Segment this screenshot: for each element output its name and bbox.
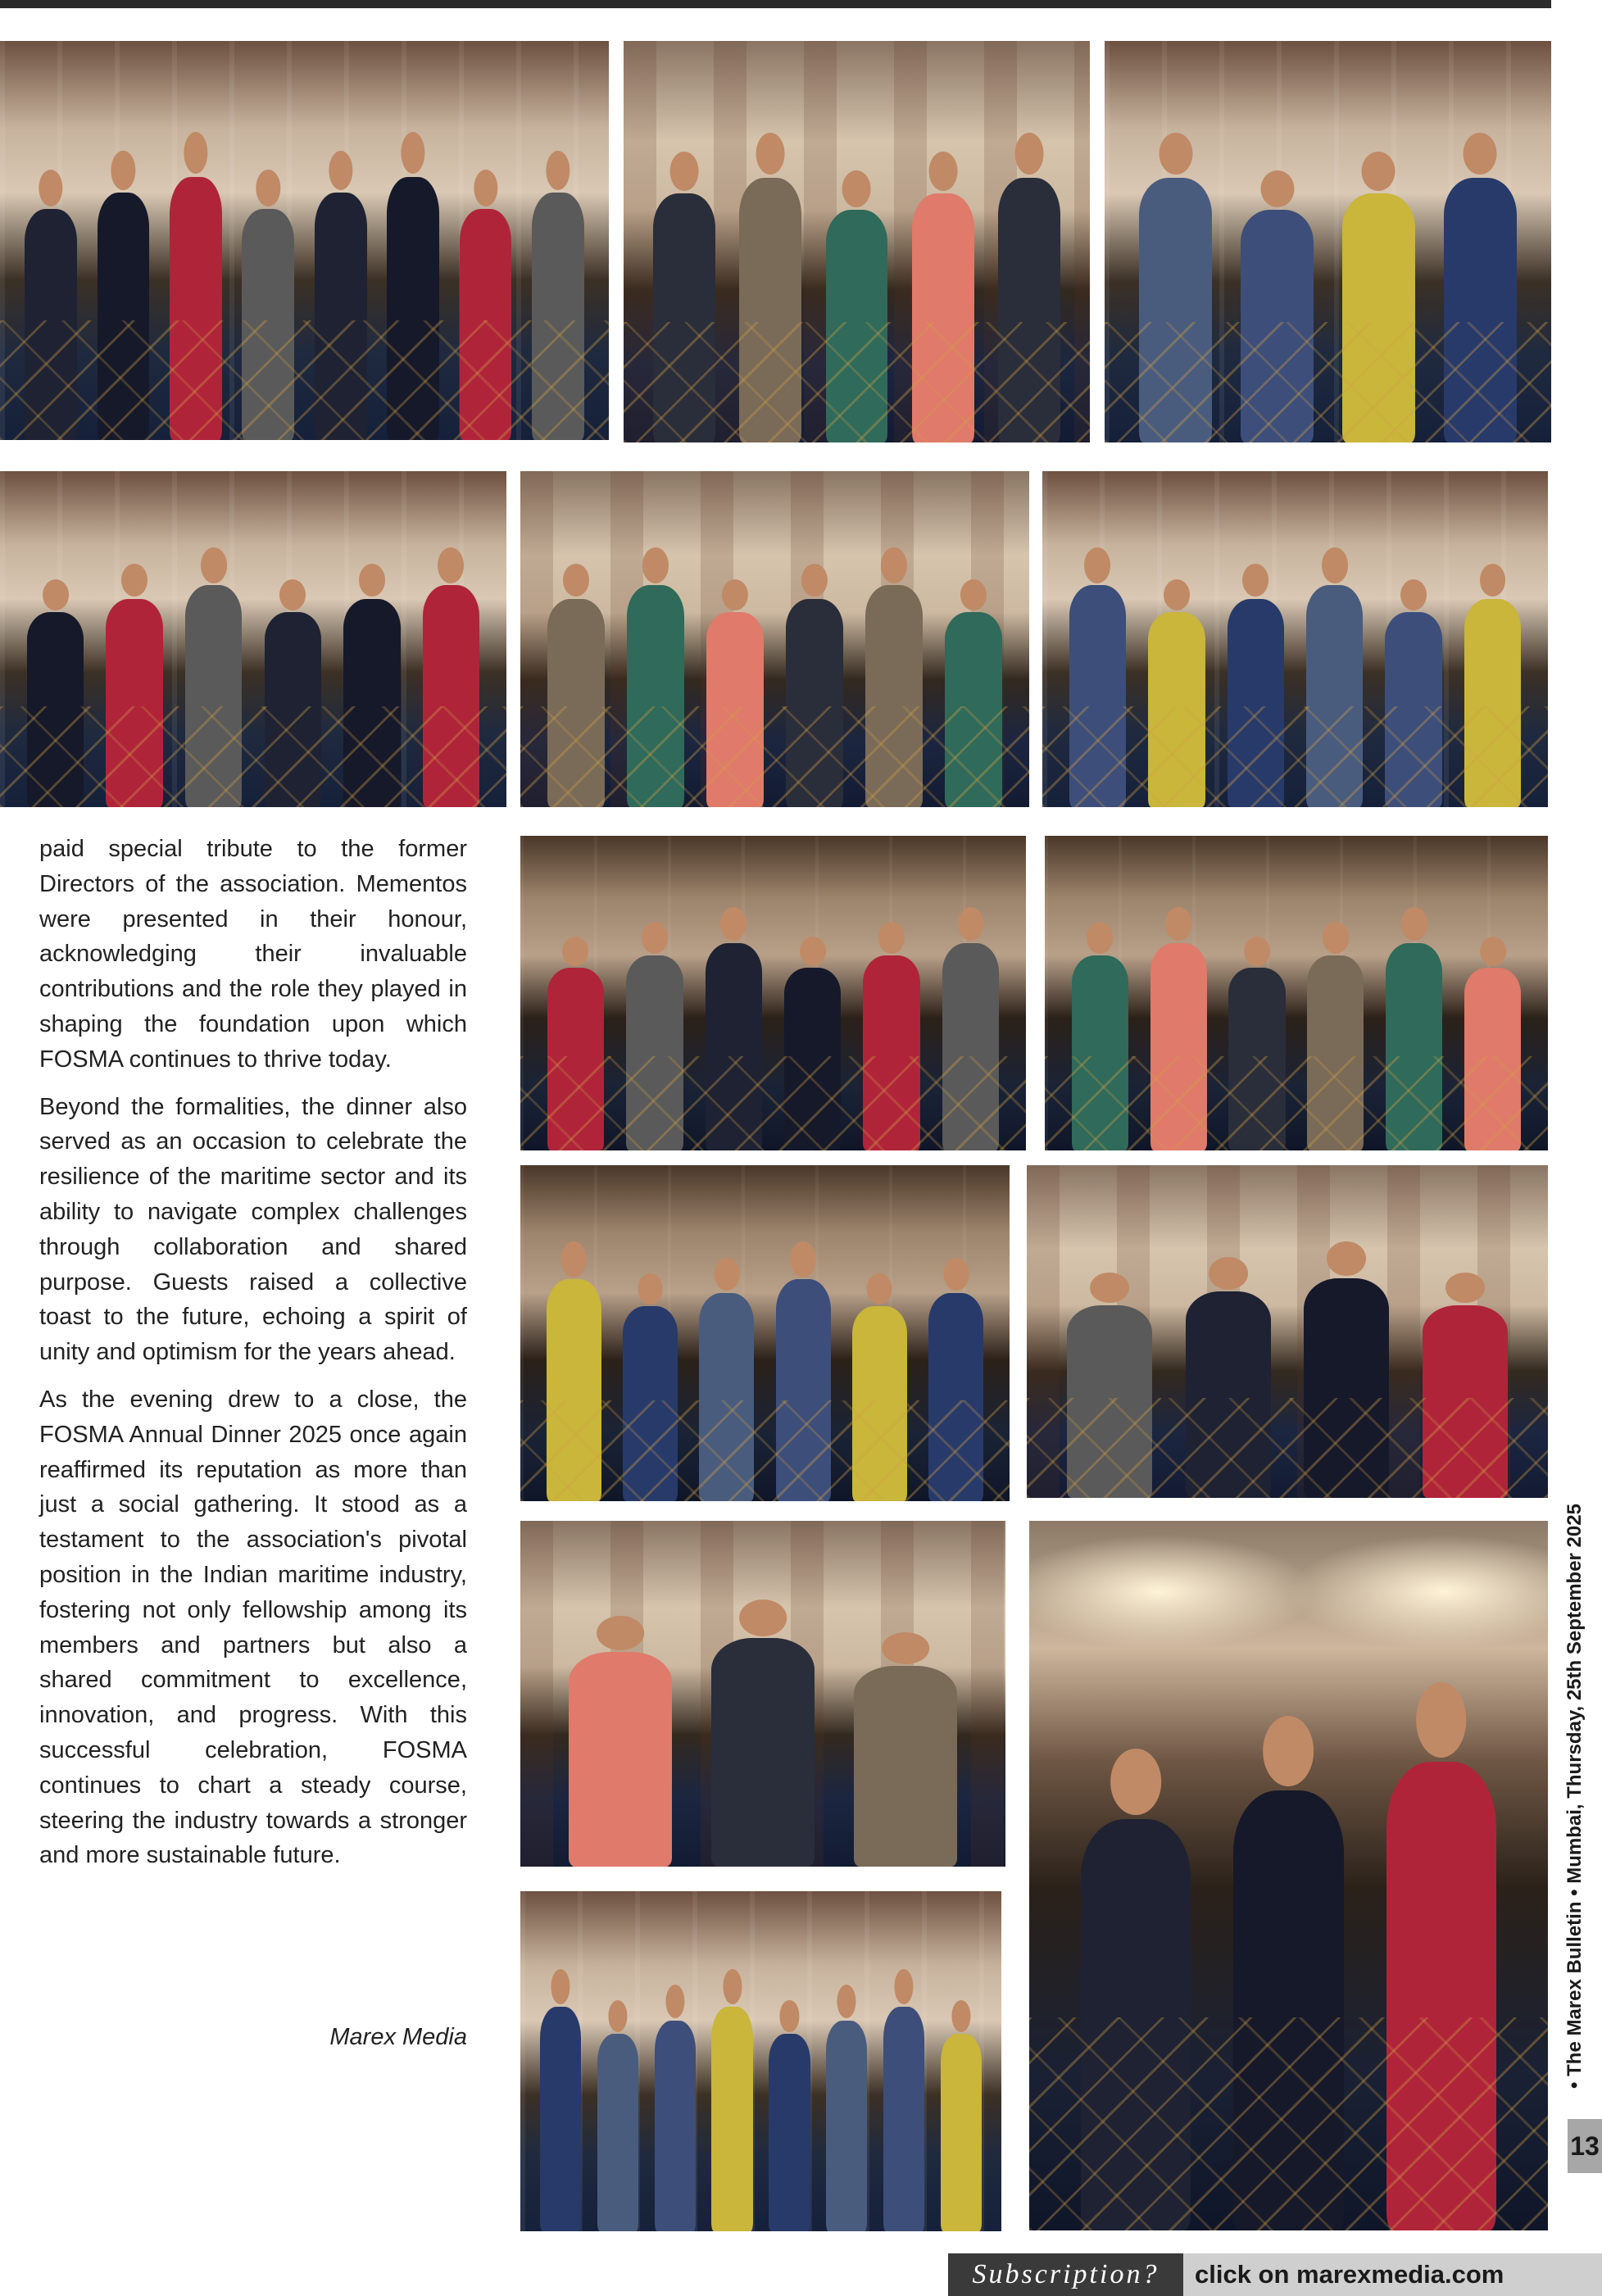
- event-photo-group-4: [0, 471, 506, 807]
- guest-figure: [265, 612, 322, 807]
- guest-figure: [185, 585, 243, 807]
- photo-guests: [1027, 1259, 1548, 1498]
- guest-figure: [106, 599, 163, 807]
- guest-figure: [569, 1652, 671, 1867]
- article-body: [39, 832, 467, 1885]
- event-photo-group-7: [520, 836, 1026, 1150]
- guest-figure: [343, 599, 401, 807]
- guest-figure: [170, 177, 222, 440]
- guest-figure: [1067, 1305, 1152, 1498]
- guest-figure: [98, 193, 150, 440]
- guest-figure: [1069, 585, 1126, 807]
- photo-guests: [520, 1618, 1005, 1867]
- event-photo-group-13: [1029, 1521, 1548, 2230]
- guest-figure: [1386, 943, 1442, 1150]
- guest-figure: [1464, 599, 1521, 807]
- guest-figure: [315, 193, 367, 440]
- guest-figure: [1139, 178, 1212, 442]
- guest-figure: [865, 585, 923, 807]
- guest-figure: [1307, 955, 1364, 1150]
- guest-figure: [912, 193, 974, 442]
- guest-figure: [532, 193, 584, 440]
- photo-guests: [1045, 924, 1548, 1150]
- article-paragraph: paid special tribute to the former Directors of the association. Mementos were presented in their honour, acknowledging their invaluable contributions and the role they played in shaping the foundation upon which FOSMA continues to thrive today.: [39, 836, 467, 1073]
- guest-figure: [699, 1293, 754, 1501]
- guest-figure: [1385, 612, 1441, 807]
- guest-figure: [1304, 1278, 1389, 1498]
- photo-guests: [520, 924, 1026, 1150]
- guest-figure: [852, 1306, 907, 1501]
- subscription-label: Subscription?: [948, 2253, 1183, 2296]
- guest-figure: [786, 599, 843, 807]
- guest-figure: [627, 585, 684, 807]
- photo-guests: [1105, 153, 1551, 442]
- event-photo-group-3: [1105, 41, 1551, 442]
- top-rule: [0, 0, 1551, 8]
- guest-figure: [626, 955, 683, 1150]
- event-photo-group-5: [520, 471, 1029, 807]
- guest-figure: [653, 193, 715, 442]
- guest-figure: [863, 955, 919, 1150]
- guest-figure: [706, 943, 762, 1150]
- guest-figure: [623, 1306, 678, 1501]
- guest-figure: [242, 209, 294, 440]
- event-photo-group-11: [520, 1521, 1005, 1867]
- guest-figure: [540, 2007, 581, 2231]
- byline: Marex Media: [329, 2024, 467, 2050]
- guest-figure: [1072, 955, 1128, 1150]
- guest-figure: [711, 1638, 814, 1867]
- guest-figure: [1233, 1790, 1343, 2230]
- guest-figure: [1464, 968, 1521, 1150]
- guest-figure: [706, 612, 764, 807]
- event-photo-group-1: [0, 41, 609, 440]
- guest-figure: [1228, 599, 1284, 807]
- guest-figure: [945, 612, 1002, 807]
- guest-figure: [739, 178, 801, 442]
- guest-figure: [27, 612, 84, 807]
- event-photo-group-9: [520, 1165, 1010, 1501]
- guest-figure: [1342, 193, 1415, 442]
- photo-guests: [0, 565, 506, 807]
- guest-figure: [655, 2021, 696, 2231]
- event-photo-group-10: [1027, 1165, 1548, 1498]
- guest-figure: [941, 2034, 982, 2231]
- guest-figure: [776, 1279, 831, 1501]
- event-photo-group-8: [1045, 836, 1548, 1150]
- page-number: 13: [1568, 2119, 1602, 2173]
- guest-figure: [1228, 968, 1285, 1150]
- guest-figure: [1148, 612, 1205, 807]
- guest-figure: [1241, 210, 1314, 442]
- photo-guests: [520, 1259, 1010, 1501]
- event-photo-group-2: [624, 41, 1090, 442]
- photo-guests: [1042, 565, 1548, 807]
- guest-figure: [942, 943, 999, 1150]
- subscription-bar[interactable]: [948, 2253, 1602, 2296]
- guest-figure: [1186, 1291, 1271, 1498]
- guest-figure: [1386, 1762, 1496, 2230]
- masthead-text: • The Marex Bulletin • Mumbai, Thursday, 25th September 2025: [1563, 1504, 1586, 2089]
- event-photo-group-12: [520, 1891, 1001, 2231]
- guest-figure: [784, 968, 841, 1150]
- article-paragraph: As the evening drew to a close, the FOSMA Annual Dinner 2025 once again reaffirmed its reputation as more than just a social gathering. It stood as a testament to the association's pivotal position in the Indian maritime industry, fostering not only fellowship among its members and partners but also a shared commitment to excellence, innovation, and progress. With this successful celebration, FOSMA continues to chart a steady course, steering the industry towards a stronger and more sustainable future.: [39, 1386, 467, 1869]
- guest-figure: [460, 209, 512, 440]
- article-paragraph: Beyond the formalities, the dinner also served as an occasion to celebrate the resilience of the maritime sector and its ability to navigate complex challenges through collaboration and shared purpose. Guests raised a collective toast to the future, echoing a spirit of unity and optimism for the years ahead.: [39, 1093, 467, 1366]
- guest-figure: [1150, 943, 1207, 1150]
- photo-guests: [520, 565, 1029, 807]
- photo-guests: [1029, 1719, 1548, 2230]
- guest-figure: [1423, 1305, 1508, 1498]
- guest-figure: [998, 178, 1060, 442]
- guest-figure: [25, 209, 77, 440]
- guest-figure: [826, 210, 888, 442]
- guest-figure: [711, 2007, 752, 2231]
- masthead-vertical: [1551, 1497, 1599, 2095]
- subscription-link[interactable]: click on marexmedia.com: [1183, 2253, 1602, 2296]
- guest-figure: [423, 585, 480, 807]
- event-photo-group-6: [1042, 471, 1548, 807]
- guest-figure: [1306, 585, 1363, 807]
- guest-figure: [928, 1293, 983, 1501]
- guest-figure: [883, 2007, 924, 2231]
- guest-figure: [769, 2034, 810, 2231]
- guest-figure: [826, 2021, 867, 2231]
- photo-guests: [624, 153, 1090, 442]
- photo-guests: [0, 152, 609, 440]
- guest-figure: [854, 1666, 956, 1867]
- guest-figure: [1081, 1819, 1191, 2230]
- guest-figure: [387, 177, 439, 440]
- guest-figure: [547, 599, 605, 807]
- photo-guests: [520, 1986, 1001, 2231]
- guest-figure: [547, 968, 604, 1150]
- guest-figure: [597, 2034, 638, 2231]
- guest-figure: [1444, 178, 1517, 442]
- guest-figure: [547, 1279, 601, 1501]
